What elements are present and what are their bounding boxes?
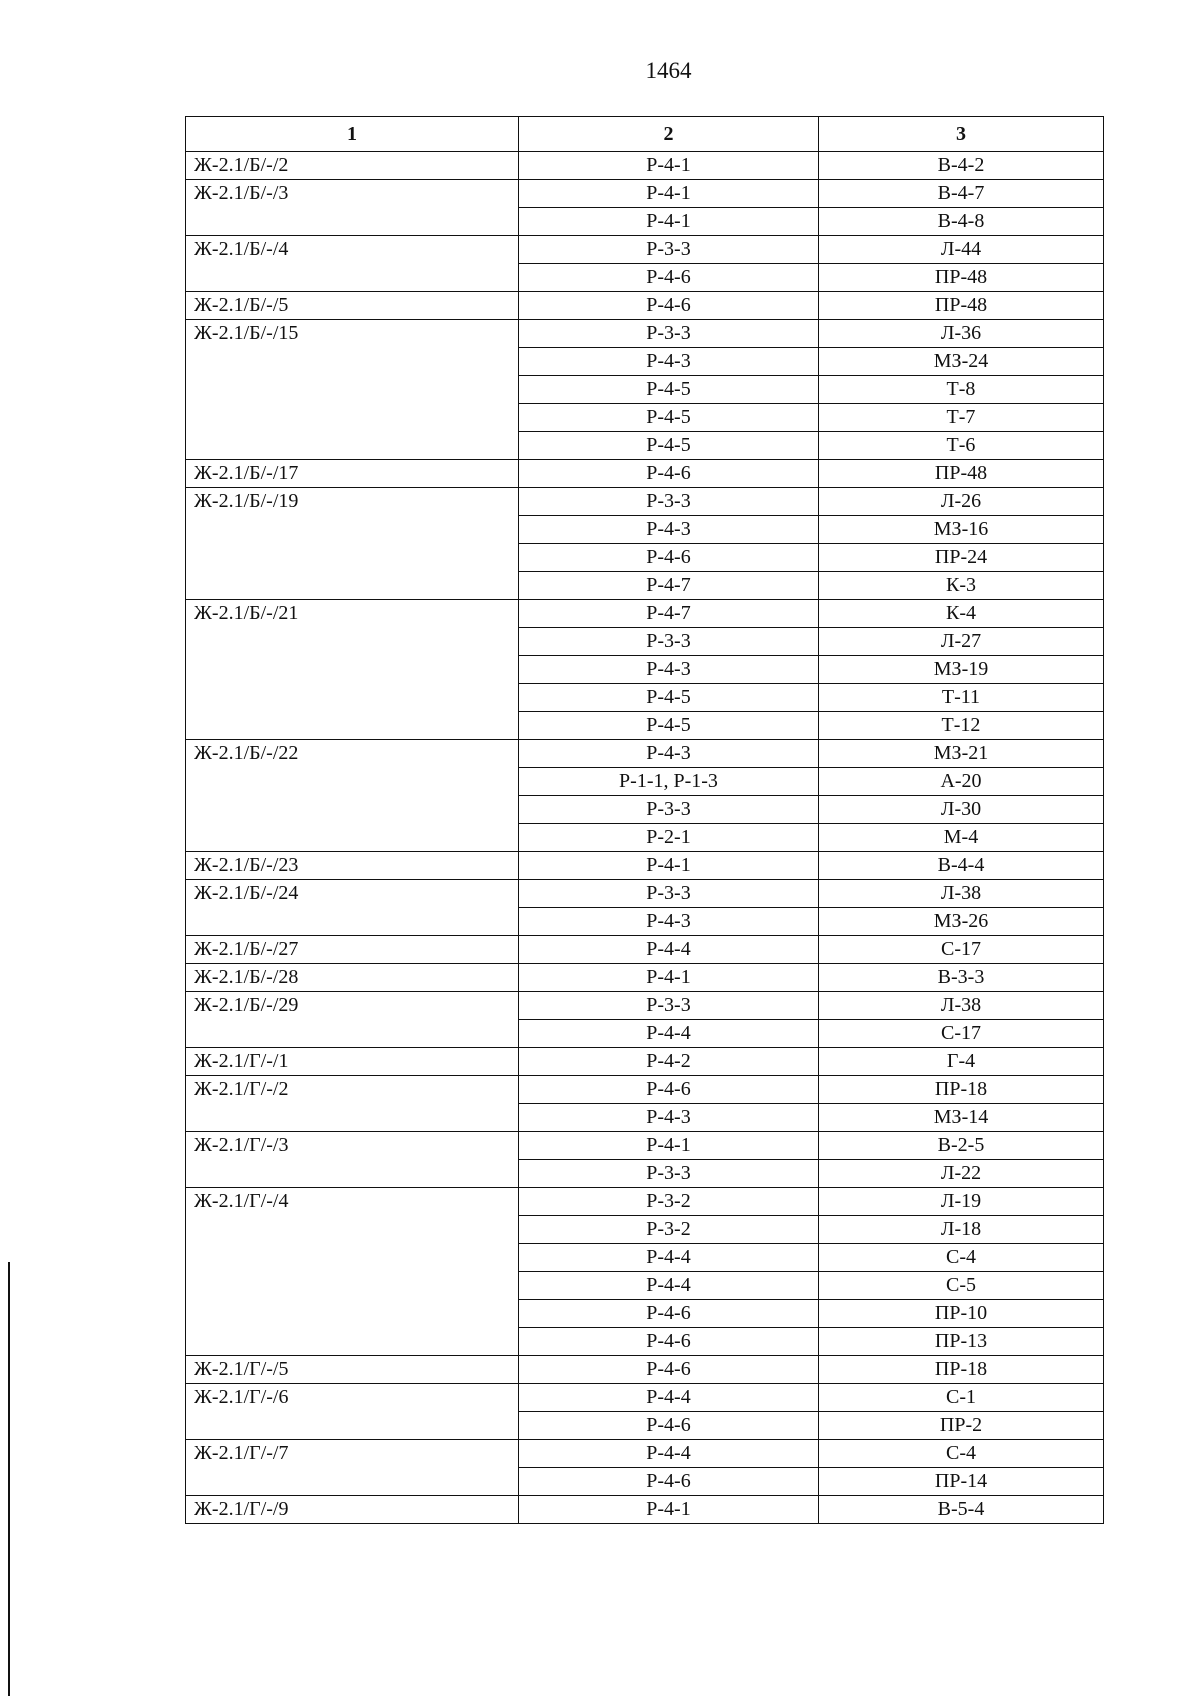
group-code-cell: Ж-2.1/Г/-/9 — [186, 1496, 519, 1524]
col-3-cell: Л-18 — [819, 1216, 1104, 1244]
col-2-cell: Р-4-5 — [519, 404, 819, 432]
col-2-cell: Р-4-5 — [519, 376, 819, 404]
table-row — [186, 1132, 1104, 1160]
col-3-cell: В-2-5 — [819, 1132, 1104, 1160]
table-row — [186, 152, 1104, 180]
table-row — [186, 292, 1104, 320]
col-3-cell: МЗ-21 — [819, 740, 1104, 768]
group-code-cell: Ж-2.1/Б/-/23 — [186, 852, 519, 880]
table-row — [186, 180, 1104, 208]
col-2-cell: Р-4-3 — [519, 656, 819, 684]
col-2-cell: Р-4-6 — [519, 264, 819, 292]
group-code-cell: Ж-2.1/Б/-/15 — [186, 320, 519, 460]
col-2-cell: Р-4-6 — [519, 1076, 819, 1104]
col-2-cell: Р-3-3 — [519, 488, 819, 516]
col-3-cell: Т-7 — [819, 404, 1104, 432]
col-2-cell: Р-4-7 — [519, 600, 819, 628]
col-3-cell: МЗ-14 — [819, 1104, 1104, 1132]
col-3-cell: Т-12 — [819, 712, 1104, 740]
col-2-cell: Р-3-3 — [519, 628, 819, 656]
col-2-cell: Р-4-3 — [519, 1104, 819, 1132]
col-2-cell: Р-4-6 — [519, 544, 819, 572]
col-3-cell: МЗ-19 — [819, 656, 1104, 684]
col-2-cell: Р-3-3 — [519, 236, 819, 264]
col-3-cell: ПР-13 — [819, 1328, 1104, 1356]
col-2-cell: Р-4-4 — [519, 1272, 819, 1300]
col-3-cell: С-1 — [819, 1384, 1104, 1412]
col-3-cell: К-4 — [819, 600, 1104, 628]
col-2-cell: Р-4-3 — [519, 348, 819, 376]
col-3-cell: С-5 — [819, 1272, 1104, 1300]
data-table — [185, 116, 1104, 1524]
col-3-cell: С-17 — [819, 936, 1104, 964]
group-code-cell: Ж-2.1/Г/-/1 — [186, 1048, 519, 1076]
group-code-cell: Ж-2.1/Г/-/2 — [186, 1076, 519, 1132]
col-3-cell: С-4 — [819, 1440, 1104, 1468]
col-2-cell: Р-4-6 — [519, 1412, 819, 1440]
table-row — [186, 1384, 1104, 1412]
col-3-cell: С-17 — [819, 1020, 1104, 1048]
group-code-cell: Ж-2.1/Б/-/17 — [186, 460, 519, 488]
group-code-cell: Ж-2.1/Б/-/3 — [186, 180, 519, 236]
col-2-cell: Р-4-5 — [519, 684, 819, 712]
group-code-cell: Ж-2.1/Г/-/6 — [186, 1384, 519, 1440]
table-row — [186, 1356, 1104, 1384]
group-code-cell: Ж-2.1/Б/-/2 — [186, 152, 519, 180]
col-2-cell: Р-4-3 — [519, 740, 819, 768]
group-code-cell: Ж-2.1/Б/-/28 — [186, 964, 519, 992]
col-3-cell: ПР-14 — [819, 1468, 1104, 1496]
col-2-cell: Р-3-3 — [519, 1160, 819, 1188]
table-header — [186, 117, 1104, 152]
col-2-cell: Р-4-1 — [519, 208, 819, 236]
col-2-cell: Р-4-5 — [519, 712, 819, 740]
col-2-cell: Р-3-3 — [519, 992, 819, 1020]
col-3-cell: Л-27 — [819, 628, 1104, 656]
col-2-cell: Р-4-4 — [519, 1440, 819, 1468]
col-2-cell: Р-4-4 — [519, 936, 819, 964]
header-col-1: 1 — [186, 117, 519, 152]
col-3-cell: С-4 — [819, 1244, 1104, 1272]
col-2-cell: Р-3-3 — [519, 320, 819, 348]
table-row — [186, 1440, 1104, 1468]
col-3-cell: М-4 — [819, 824, 1104, 852]
col-3-cell: ПР-48 — [819, 264, 1104, 292]
col-3-cell: ПР-18 — [819, 1356, 1104, 1384]
col-2-cell: Р-4-3 — [519, 908, 819, 936]
col-2-cell: Р-4-2 — [519, 1048, 819, 1076]
col-3-cell: МЗ-26 — [819, 908, 1104, 936]
table-row — [186, 1076, 1104, 1104]
col-3-cell: Л-38 — [819, 992, 1104, 1020]
col-2-cell: Р-3-2 — [519, 1188, 819, 1216]
table-row — [186, 740, 1104, 768]
col-3-cell: Т-11 — [819, 684, 1104, 712]
table-row — [186, 852, 1104, 880]
group-code-cell: Ж-2.1/Б/-/27 — [186, 936, 519, 964]
table-row — [186, 488, 1104, 516]
col-3-cell: В-4-7 — [819, 180, 1104, 208]
group-code-cell: Ж-2.1/Б/-/24 — [186, 880, 519, 936]
col-2-cell: Р-4-6 — [519, 1300, 819, 1328]
group-code-cell: Ж-2.1/Г/-/7 — [186, 1440, 519, 1496]
group-code-cell: Ж-2.1/Г/-/4 — [186, 1188, 519, 1356]
col-2-cell: Р-4-7 — [519, 572, 819, 600]
col-2-cell: Р-4-4 — [519, 1244, 819, 1272]
table-row — [186, 936, 1104, 964]
page-number: 1464 — [645, 58, 692, 83]
table-row — [186, 964, 1104, 992]
col-3-cell: В-4-4 — [819, 852, 1104, 880]
table-row — [186, 1048, 1104, 1076]
col-3-cell: А-20 — [819, 768, 1104, 796]
col-2-cell: Р-3-2 — [519, 1216, 819, 1244]
header-col-3: 3 — [819, 117, 1104, 152]
table-row — [186, 320, 1104, 348]
group-code-cell: Ж-2.1/Б/-/22 — [186, 740, 519, 852]
col-3-cell: Л-36 — [819, 320, 1104, 348]
col-3-cell: В-4-2 — [819, 152, 1104, 180]
col-3-cell: ПР-48 — [819, 460, 1104, 488]
col-2-cell: Р-4-6 — [519, 1356, 819, 1384]
col-3-cell: Г-4 — [819, 1048, 1104, 1076]
col-2-cell: Р-4-1 — [519, 1496, 819, 1524]
col-2-cell: Р-4-6 — [519, 1328, 819, 1356]
table-row — [186, 992, 1104, 1020]
col-3-cell: ПР-2 — [819, 1412, 1104, 1440]
table-row — [186, 880, 1104, 908]
group-code-cell: Ж-2.1/Б/-/4 — [186, 236, 519, 292]
table-body — [186, 152, 1104, 1524]
table-row — [186, 236, 1104, 264]
header-row — [186, 117, 1104, 152]
col-3-cell: В-3-3 — [819, 964, 1104, 992]
group-code-cell: Ж-2.1/Б/-/19 — [186, 488, 519, 600]
col-3-cell: ПР-10 — [819, 1300, 1104, 1328]
col-2-cell: Р-3-3 — [519, 796, 819, 824]
col-3-cell: МЗ-24 — [819, 348, 1104, 376]
col-3-cell: Л-44 — [819, 236, 1104, 264]
col-3-cell: Л-26 — [819, 488, 1104, 516]
table-row — [186, 1496, 1104, 1524]
col-2-cell: Р-4-6 — [519, 1468, 819, 1496]
col-2-cell: Р-3-3 — [519, 880, 819, 908]
col-2-cell: Р-4-1 — [519, 180, 819, 208]
col-2-cell: Р-4-6 — [519, 460, 819, 488]
group-code-cell: Ж-2.1/Б/-/29 — [186, 992, 519, 1048]
table-row — [186, 600, 1104, 628]
col-2-cell: Р-4-3 — [519, 516, 819, 544]
col-2-cell: Р-4-5 — [519, 432, 819, 460]
col-2-cell: Р-2-1 — [519, 824, 819, 852]
group-code-cell: Ж-2.1/Г/-/5 — [186, 1356, 519, 1384]
col-3-cell: В-4-8 — [819, 208, 1104, 236]
margin-rule — [8, 1262, 10, 1696]
col-2-cell: Р-4-1 — [519, 852, 819, 880]
col-2-cell: Р-4-1 — [519, 152, 819, 180]
col-2-cell: Р-4-1 — [519, 964, 819, 992]
col-3-cell: Л-38 — [819, 880, 1104, 908]
col-3-cell: Т-6 — [819, 432, 1104, 460]
col-2-cell: Р-4-6 — [519, 292, 819, 320]
col-2-cell: Р-1-1, Р-1-3 — [519, 768, 819, 796]
col-3-cell: В-5-4 — [819, 1496, 1104, 1524]
col-3-cell: Т-8 — [819, 376, 1104, 404]
header-col-2: 2 — [519, 117, 819, 152]
col-2-cell: Р-4-4 — [519, 1020, 819, 1048]
group-code-cell: Ж-2.1/Б/-/5 — [186, 292, 519, 320]
col-3-cell: ПР-24 — [819, 544, 1104, 572]
col-3-cell: ПР-18 — [819, 1076, 1104, 1104]
group-code-cell: Ж-2.1/Б/-/21 — [186, 600, 519, 740]
group-code-cell: Ж-2.1/Г/-/3 — [186, 1132, 519, 1188]
col-2-cell: Р-4-1 — [519, 1132, 819, 1160]
col-3-cell: Л-30 — [819, 796, 1104, 824]
col-3-cell: К-3 — [819, 572, 1104, 600]
col-3-cell: МЗ-16 — [819, 516, 1104, 544]
col-3-cell: Л-19 — [819, 1188, 1104, 1216]
col-3-cell: ПР-48 — [819, 292, 1104, 320]
col-3-cell: Л-22 — [819, 1160, 1104, 1188]
col-2-cell: Р-4-4 — [519, 1384, 819, 1412]
table-row — [186, 1188, 1104, 1216]
table-row — [186, 460, 1104, 488]
